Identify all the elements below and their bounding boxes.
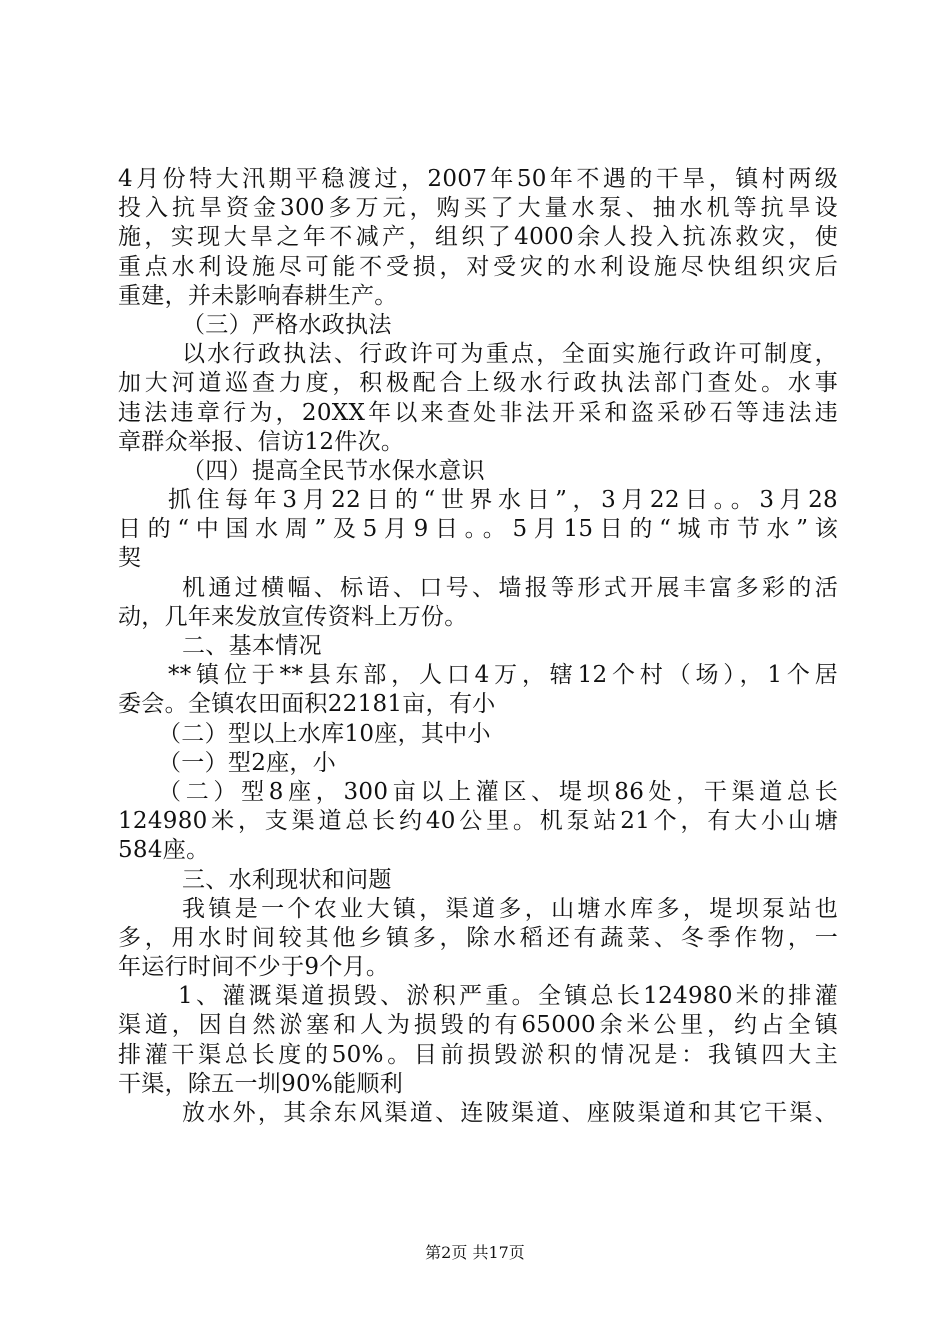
text-line: 日的“中国水周”及5月9日。。5月15日的“城市节水”该 [118,516,838,543]
body-text [118,165,838,1128]
text-line: 施，实现大旱之年不减产，组织了4000余人投入抗冻救灾，使 [118,224,838,251]
text-line: 契 [118,545,142,572]
section-heading: （四）提高全民节水保水意识 [182,457,485,484]
page-number: 第2页 共17页 [425,1243,525,1262]
text-line: 违法违章行为，20XX年以来查处非法开采和盗采砂石等违法违 [118,399,838,426]
text-line: 加大河道巡查力度，积极配合上级水行政执法部门查处。水事 [118,370,838,397]
text-line: 1、灌溉渠道损毁、淤积严重。全镇总长124980米的排灌 [178,983,838,1010]
text-line: 重点水利设施尽可能不受损，对受灾的水利设施尽快组织灾后 [118,253,838,280]
text-line: 投入抗旱资金300多万元，购买了大量水泵、抽水机等抗旱设 [118,195,838,222]
text-line: 委会。全镇农田面积22181亩，有小 [118,691,496,718]
section-heading: （三）严格水政执法 [182,311,392,338]
text-line: 动，几年来发放宣传资料上万份。 [118,603,468,630]
text-line: 干渠，除五一圳90%能顺利 [118,1070,404,1097]
text-line: 重建，并未影响春耕生产。 [118,282,398,309]
text-line: 年运行时间不少于9个月。 [118,954,390,981]
section-heading: 二、基本情况 [182,633,322,659]
text-line: 排灌干渠总长度的50%。目前损毁淤积的情况是：我镇四大主 [118,1041,838,1068]
text-line: 放水外，其余东风渠道、连陂渠道、座陂渠道和其它干渠、 [182,1100,838,1126]
section-heading: 三、水利现状和问题 [182,866,392,893]
text-line: 渠道，因自然淤塞和人为损毁的有65000余米公里，约占全镇 [118,1012,838,1039]
text-line: **镇位于**县东部，人口4万，辖12个村（场），1个居 [168,662,838,689]
text-line: 机通过横幅、标语、口号、墙报等形式开展丰富多彩的活 [182,574,838,601]
text-line: 我镇是一个农业大镇，渠道多，山塘水库多，堤坝泵站也 [182,895,838,922]
text-line: 584座。 [118,837,210,864]
text-line: 4月份特大汛期平稳渡过，2007年50年不遇的干旱，镇村两级 [118,166,838,192]
text-line: 以水行政执法、行政许可为重点，全面实施行政许可制度， [182,341,838,368]
text-line: （二）型以上水库10座，其中小 [158,720,491,747]
text-line: 章群众举报、信访12件次。 [118,428,405,455]
text-line: （二）型8座，300亩以上灌区、堤坝86处，干渠道总长 [158,778,838,805]
text-line: 多，用水时间较其他乡镇多，除水稻还有蔬菜、冬季作物，一 [118,924,838,951]
text-line: 124980米，支渠道总长约40公里。机泵站21个，有大小山塘 [118,808,838,835]
text-line: 抓住每年3月22日的“世界水日”，3月22日。。3月28 [168,487,838,514]
text-line: （一）型2座，小 [158,749,337,776]
